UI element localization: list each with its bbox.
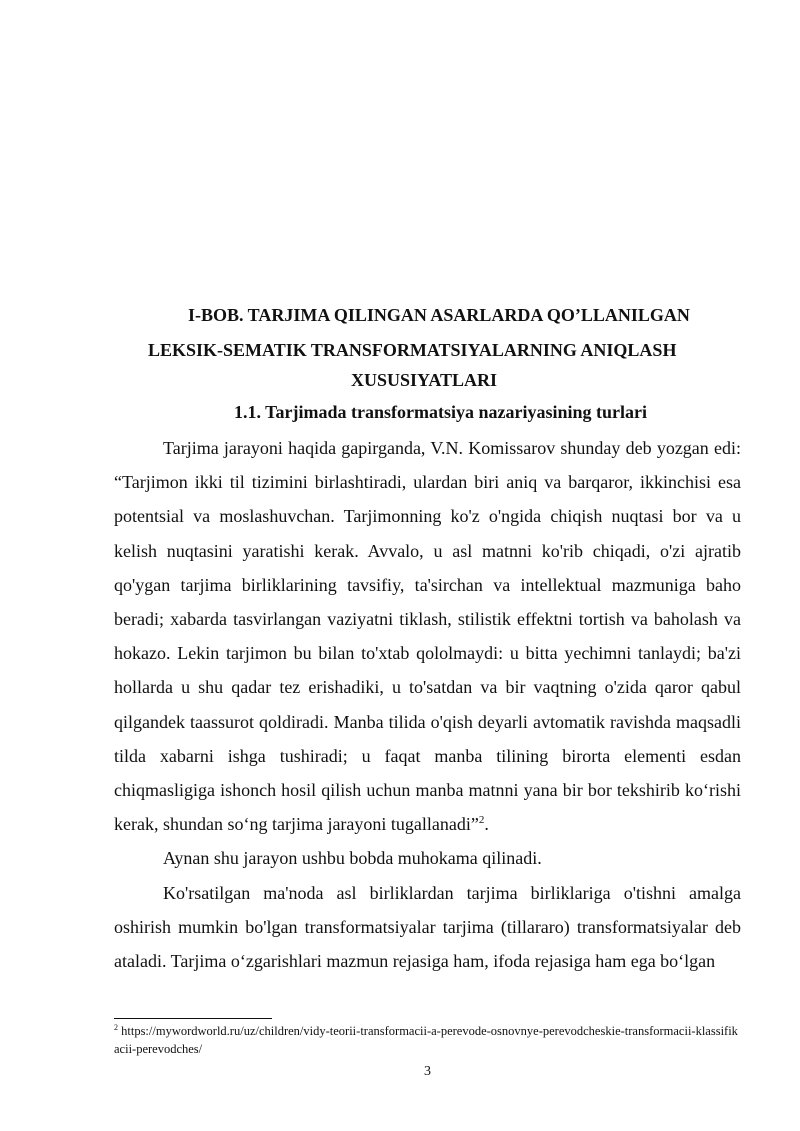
footnote-link[interactable]: https://mywordworld.ru/uz/children/vidy-teorii-transformacii-a-perevode-osnovnye-perevodcheskie-transformacii-klassifikacii-perevodches/ <box>114 1024 738 1057</box>
footnote-marker: 2 <box>114 1023 118 1032</box>
paragraph-1-end: . <box>484 814 489 835</box>
paragraph-1 <box>114 431 741 841</box>
paragraph-1-text: Tarjima jarayoni haqida gapirganda, V.N. Komissarov shunday deb yozgan edi: “Tarjimon ikki til tizimini birlashtiradi, ulardan biri aniq va barqaror, ikkinchisi esa potentsial va moslashuvchan. Tarjimonning ko'z o'ngida chiqish nuqtasi bor va u kelish nuqtasini yaratishi kerak. Avvalo, u asl matnni ko'rib chiqadi, o'zi ajratib qo'ygan tarjima birliklarining tavsifiy, ta'sirchan va intellektual mazmuniga baho beradi; xabarda tasvirlangan vaziyatni tiklash, stilistik effektni tortish va baholash va hokazo. Lekin tarjimon bu bilan to'xtab qololmaydi: u bitta yechimni tanlaydi; ba'zi hollarda u shu qadar tez erishadiki, u to'satdan va bir vaqtning o'zida qaror qabul qilgandek taassurot qoldiradi. Manba tilida o'qish deyarli avtomatik ravishda maqsadli tilda xabarni ishga tushiradi; u faqat manba tilining birorta elementi esdan chiqmasligiga ishonch hosil qilish uchun manba matnni yana bir bor tekshirib ko‘rishi kerak, shundan so‘ng tarjima jarayoni tugallanadi” <box>114 438 741 835</box>
paragraph-3: Ko'rsatilgan ma'noda asl birliklardan tarjima birliklariga o'tishni amalga oshirish mumkin bo'lgan transformatsiyalar tarjima (tillararo) transformatsiyalar deb ataladi. Tarjima o‘zgarishlari mazmun rejasiga ham, ifoda rejasiga ham ega bo‘lgan <box>114 882 741 972</box>
body-text <box>114 431 741 978</box>
footnote-reference: 2 <box>478 814 485 827</box>
section-title: 1.1. Tarjimada transformatsiya nazariyasining turlari <box>234 402 647 422</box>
chapter-title-line-2: LEKSIK-SEMATIK TRANSFORMATSIYALARNING ANIQLASH <box>148 340 677 360</box>
page-number: 3 <box>424 1064 431 1079</box>
paragraph-2: Aynan shu jarayon ushbu bobda muhokama qilinadi. <box>163 848 542 869</box>
footnote <box>114 1019 741 1058</box>
chapter-title-line-3: XUSUSIYATLARI <box>350 370 498 390</box>
chapter-title-line-1: I-BOB. TARJIMA QILINGAN ASARLARDA QO’LLANILGAN <box>188 305 690 325</box>
